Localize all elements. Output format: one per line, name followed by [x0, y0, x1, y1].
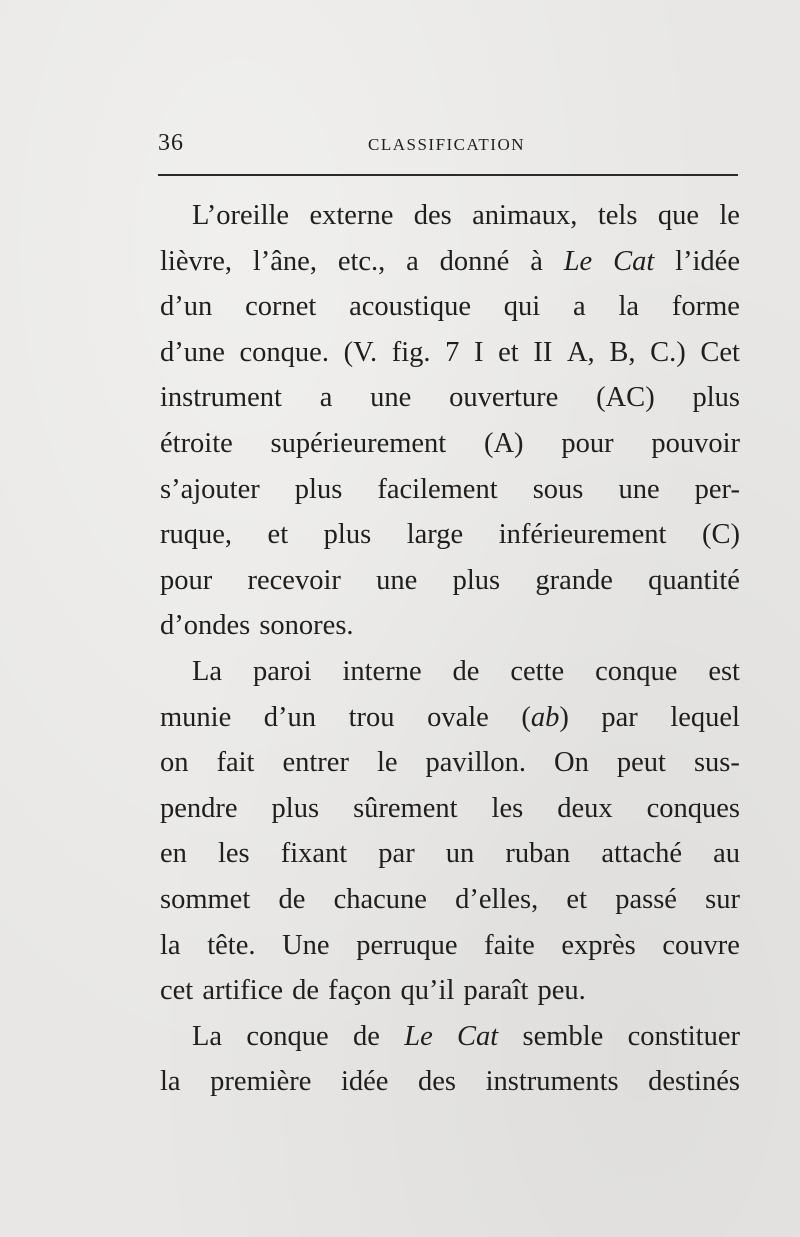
text-line [160, 1014, 740, 1060]
word: perruque [356, 929, 458, 961]
word: pour [160, 564, 213, 596]
word: instrument [160, 382, 282, 414]
word: pendre [160, 792, 238, 824]
word: pouvoir [651, 427, 740, 459]
word: qu’il [400, 975, 455, 1007]
word: que [657, 200, 699, 231]
word: peu. [537, 975, 586, 1007]
word: La [192, 655, 223, 687]
word: une [376, 564, 418, 596]
word: un [445, 838, 475, 870]
text-line [160, 923, 740, 969]
word: conque. [239, 336, 329, 368]
word: l’idée [675, 245, 740, 277]
word: de [292, 975, 320, 1007]
word: est [708, 655, 740, 687]
word: grande [535, 564, 613, 596]
page-header [158, 130, 738, 160]
word: attaché [601, 838, 682, 870]
text-line [160, 877, 740, 923]
text-line [160, 284, 740, 330]
word: en [160, 838, 187, 870]
word: l’âne, [252, 245, 317, 277]
word: et [267, 519, 289, 551]
word: (A) [483, 427, 524, 459]
word: au [713, 838, 740, 870]
word: constituer [627, 1020, 740, 1052]
word: munie [160, 701, 232, 733]
word: on [160, 747, 189, 779]
word: Une [282, 929, 330, 961]
word: idée [340, 1066, 389, 1098]
word: destinés [648, 1066, 740, 1098]
word: artifice [202, 975, 284, 1007]
word: a [319, 382, 333, 414]
word: sus- [693, 747, 740, 779]
word: acoustique [349, 291, 471, 323]
text-line [160, 831, 740, 877]
word: étroite [160, 427, 233, 459]
word: trou [348, 701, 395, 733]
word: par [601, 701, 638, 733]
body-text [160, 193, 740, 1105]
word: B, [609, 336, 636, 368]
word: par [378, 838, 415, 870]
word: (AC) [596, 382, 655, 414]
word: large [406, 519, 464, 551]
word: cet [160, 975, 194, 1007]
word: cette [510, 655, 565, 687]
word: conque [595, 655, 678, 687]
word: paraît [463, 975, 529, 1007]
word: de [452, 655, 480, 687]
word: externe [309, 200, 394, 231]
word: L’oreille [192, 200, 290, 231]
text-line [160, 193, 740, 239]
word: Le [563, 245, 593, 277]
word: inférieurement [498, 519, 667, 551]
word: fait [216, 747, 255, 779]
word: animaux, [472, 200, 578, 231]
word: ruque, [160, 519, 233, 551]
header-rule [158, 174, 738, 176]
text-line [160, 968, 740, 1014]
word: interne [342, 655, 422, 687]
word: pavillon. [425, 747, 527, 779]
word: A, [566, 336, 595, 368]
word: recevoir [247, 564, 341, 596]
word: ovale [427, 701, 489, 733]
text-line [160, 421, 740, 467]
word: les [491, 792, 524, 824]
word: On [554, 747, 589, 779]
word: et [566, 883, 587, 915]
word: (ab) [521, 701, 569, 733]
word: sommet [160, 883, 251, 915]
word: forme [671, 291, 740, 323]
page-number: 36 [158, 130, 184, 156]
word: conques [646, 792, 740, 824]
word: (C) [701, 519, 740, 551]
word: exprès [561, 929, 636, 961]
word: plus [294, 473, 343, 505]
word: (V. [343, 336, 378, 368]
text-line [160, 649, 740, 695]
word: 7 [445, 336, 460, 368]
word: I [474, 336, 484, 368]
word: donné [439, 245, 510, 277]
word: de [278, 883, 306, 915]
word: paroi [252, 655, 312, 687]
word: fixant [280, 838, 348, 870]
word: à [530, 245, 543, 277]
text-line [160, 695, 740, 741]
word: le [719, 200, 740, 231]
word: d’ondes [160, 610, 251, 642]
word: faite [484, 929, 535, 961]
word: le [376, 747, 398, 779]
word: cornet [245, 291, 317, 323]
word: sous [532, 473, 584, 505]
word: C.) [650, 336, 686, 368]
word: Cet [700, 336, 740, 368]
word: tels [597, 200, 638, 231]
word: plus [452, 564, 501, 596]
text-line [160, 512, 740, 558]
word: plus [692, 382, 740, 414]
word: une [370, 382, 412, 414]
word: peut [616, 747, 666, 779]
word: Cat [457, 1020, 499, 1052]
word: lièvre, [160, 245, 233, 277]
word: première [210, 1066, 312, 1098]
word: d’une [160, 336, 225, 368]
word: couvre [662, 929, 740, 961]
text-line [160, 786, 740, 832]
word: pour [561, 427, 614, 459]
word: de [353, 1020, 380, 1052]
word: conque [246, 1020, 329, 1052]
word: II [533, 336, 553, 368]
word: la [160, 1066, 181, 1098]
word: sur [705, 883, 740, 915]
word: façon [328, 975, 392, 1007]
text-line [160, 1059, 740, 1105]
word: d’un [263, 701, 317, 733]
word: a [573, 291, 586, 323]
text-line [160, 375, 740, 421]
word: fig. [391, 336, 431, 368]
text-line [160, 239, 740, 285]
text-line [160, 558, 740, 604]
text-line [160, 740, 740, 786]
word: supérieurement [270, 427, 447, 459]
word: la [160, 929, 181, 961]
word: per- [694, 473, 740, 505]
word: semble [522, 1020, 604, 1052]
running-head: CLASSIFICATION [368, 135, 526, 154]
word: d’un [160, 291, 213, 323]
word: La [192, 1020, 223, 1052]
text-line [160, 330, 740, 376]
text-line [160, 603, 740, 649]
word: Cat [613, 245, 655, 277]
word: entrer [282, 747, 349, 779]
word: la [618, 291, 640, 323]
word: sûrement [353, 792, 458, 824]
word: instruments [485, 1066, 619, 1098]
word: ruban [505, 838, 571, 870]
word: et [498, 336, 519, 368]
word: Le [404, 1020, 433, 1052]
word: passé [615, 883, 677, 915]
word: une [618, 473, 660, 505]
word: des [418, 1066, 457, 1098]
word: ouverture [449, 382, 559, 414]
paragraph-1 [160, 193, 740, 649]
paragraph-2 [160, 649, 740, 1014]
word: a [406, 245, 419, 277]
word: facilement [377, 473, 498, 505]
word: s’ajouter [160, 473, 260, 505]
word: tête. [207, 929, 256, 961]
word: plus [271, 792, 320, 824]
word: des [413, 200, 452, 231]
word: plus [323, 519, 372, 551]
paragraph-3 [160, 1014, 740, 1105]
word: etc., [337, 245, 386, 277]
text-line [160, 467, 740, 513]
word: les [217, 838, 250, 870]
word: deux [557, 792, 613, 824]
word: sonores. [259, 610, 354, 642]
word: qui [503, 291, 541, 323]
word: lequel [670, 701, 740, 733]
word: chacune [333, 883, 427, 915]
word: d’elles, [455, 883, 539, 915]
word: quantité [648, 564, 740, 596]
